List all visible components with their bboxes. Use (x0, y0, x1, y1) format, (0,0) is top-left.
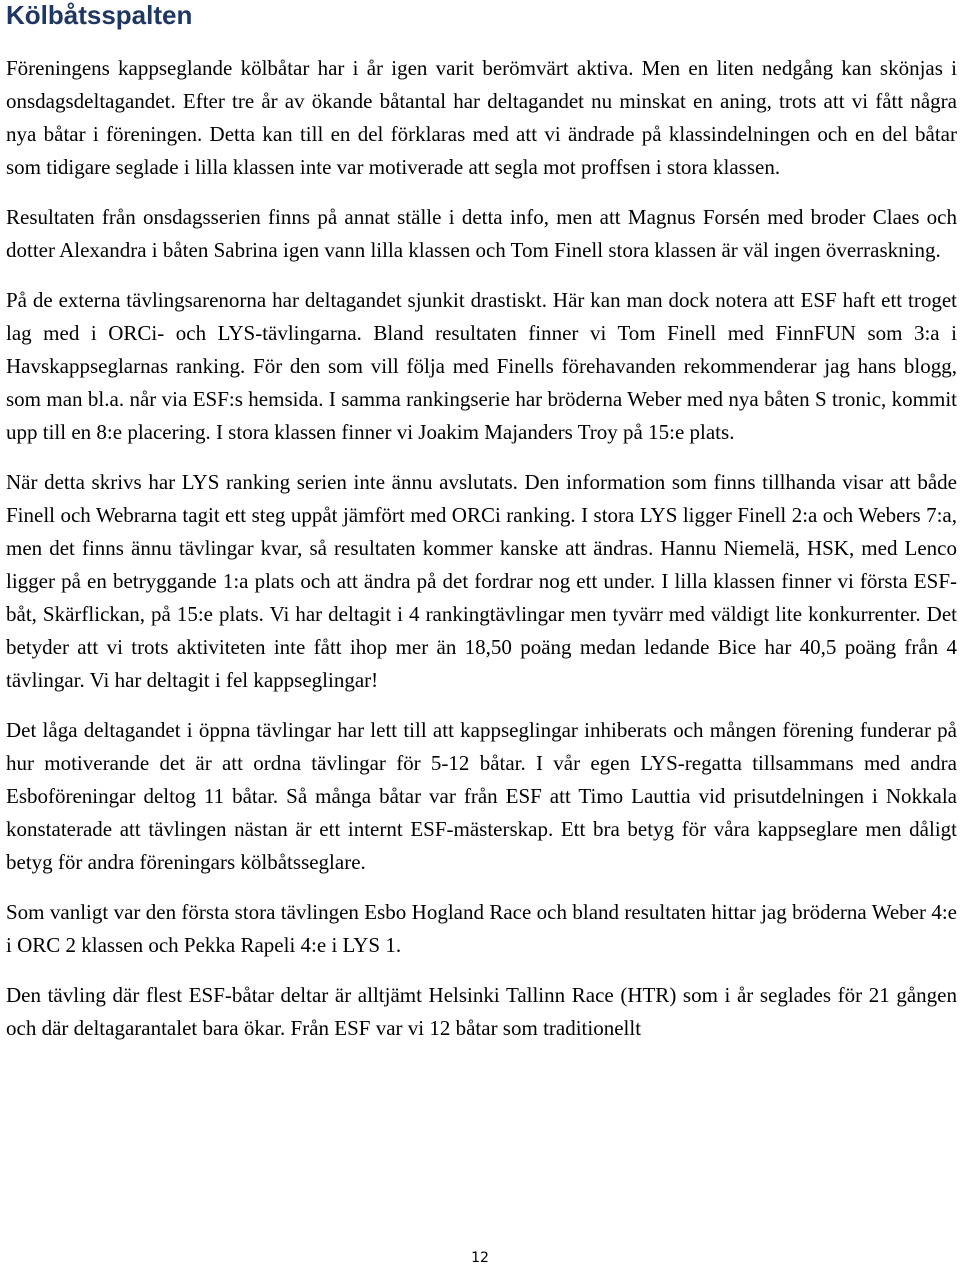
paragraph: Som vanligt var den första stora tävlingen Esbo Hogland Race och bland resultaten hittar jag bröderna Weber 4:e i ORC 2 klassen och Pekka Rapeli 4:e i LYS 1. (6, 900, 957, 957)
paragraph: På de externa tävlingsarenorna har deltagandet sjunkit drastiskt. Här kan man dock notera att ESF haft ett troget lag med i ORCi- och LYS-tävlingarna. Bland resultaten finner vi Tom Finell med FinnFUN som 3:a i Havskappseglarnas ranking. För den som vill följa med Finells förehavanden rekommenderar jag hans blogg, som man bl.a. når via ESF:s hemsida. I samma rankingserie har bröderna Weber med nya båten S tronic, kommit upp till en 8:e placering. I stora klassen finner vi Joakim Majanders Troy på 15:e plats. (6, 288, 957, 444)
paragraph: Resultaten från onsdagsserien finns på annat ställe i detta info, men att Magnus Forsén med broder Claes och dotter Alexandra i båten Sabrina igen vann lilla klassen och Tom Finell stora klassen är väl ingen överraskning. (6, 205, 957, 262)
paragraph: Det låga deltagandet i öppna tävlingar har lett till att kappseglingar inhiberats och mången förening funderar på hur motiverande det är att ordna tävlingar för 5-12 båtar. I vår egen LYS-regatta tillsammans med andra Esboföreningar deltog 11 båtar. Så många båtar var från ESF att Timo Lauttia vid prisutdelningen i Nokkala konstaterade att tävlingen nästan är ett internt ESF-mästerskap. Ett bra betyg för våra kappseglare men dåligt betyg för andra föreningars kölbåtsseglare. (6, 718, 957, 874)
paragraph: Den tävling där flest ESF-båtar deltar är alltjämt Helsinki Tallinn Race (HTR) som i år seglades för 21 gången och där deltagarantalet bara ökar. Från ESF var vi 12 båtar som traditionellt (6, 983, 957, 1040)
paragraph: När detta skrivs har LYS ranking serien inte ännu avslutats. Den information som finns tillhanda visar att både Finell och Webrarna tagit ett steg uppåt jämfört med ORCi ranking. I stora LYS ligger Finell 2:a och Webers 7:a, men det finns ännu tävlingar kvar, så resultaten kommer kanske att ändras. Hannu Niemelä, HSK, med Lenco ligger på en betryggande 1:a plats och att ändra på det fordrar nog ett under. I lilla klassen finner vi första ESF-båt, Skärflickan, på 15:e plats. Vi har deltagit i 4 rankingtävlingar men tyvärr med väldigt lite konkurrenter. Det betyder att vi trots aktiviteten inte fått ihop mer än 18,50 poäng medan ledande Bice har 40,5 poäng från 4 tävlingar. Vi har deltagit i fel kappseglingar! (6, 470, 957, 692)
page-number: 12 (471, 1250, 489, 1266)
article-body (6, 52, 957, 1062)
page-title: Kölbåtsspalten (6, 0, 193, 30)
paragraph: Föreningens kappseglande kölbåtar har i år igen varit berömvärt aktiva. Men en liten nedgång kan skönjas i onsdagsdeltagandet. Efter tre år av ökande båtantal har deltagandet nu minskat en aning, trots att vi fått några nya båtar i föreningen. Detta kan till en del förklaras med att vi ändrade på klassindelningen och en del båtar som tidigare seglade i lilla klassen inte var motiverade att segla mot proffsen i stora klassen. (6, 56, 957, 179)
